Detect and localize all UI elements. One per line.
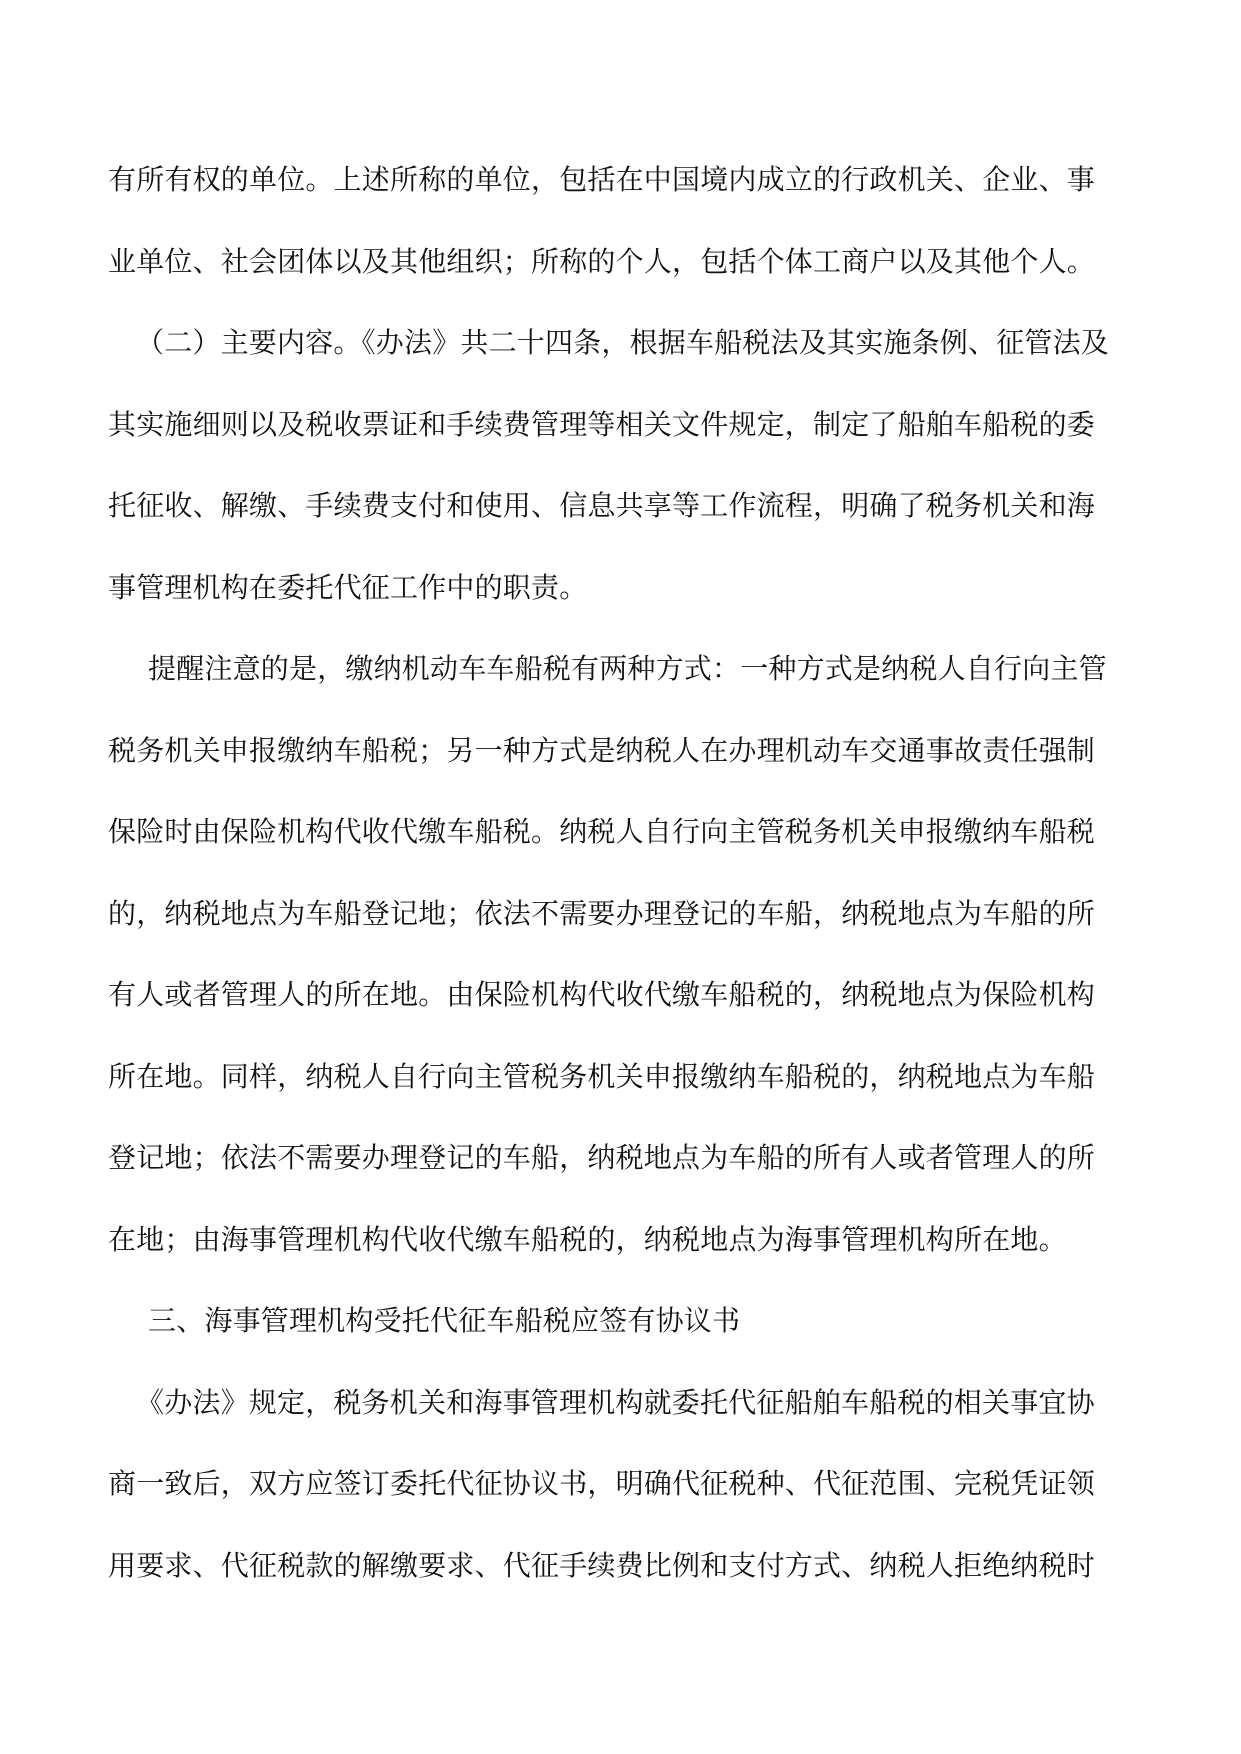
body-line: 用要求、代征税款的解缴要求、代征手续费比例和支付方式、纳税人拒绝纳税时 [108, 1548, 1096, 1582]
body-line: 事管理机构在委托代征工作中的职责。 [108, 570, 588, 604]
body-line: 在地；由海事管理机构代收代缴车船税的，纳税地点为海事管理机构所在地。 [108, 1222, 1067, 1256]
body-line: 的，纳税地点为车船登记地；依法不需要办理登记的车船，纳税地点为车船的所 [108, 896, 1096, 930]
section-heading: 三、海事管理机构受托代征车船税应签有协议书 [148, 1304, 741, 1337]
body-line: 有所有权的单位。上述所称的单位，包括在中国境内成立的行政机关、企业、事 [108, 163, 1096, 196]
paragraph-start: 《办法》规定，税务机关和海事管理机构就委托代征船舶车船税的相关事宜协 [136, 1385, 1095, 1419]
body-line: 税务机关申报缴纳车船税；另一种方式是纳税人在办理机动车交通事故责任强制 [108, 733, 1096, 767]
document-body [108, 160, 1138, 1627]
body-line: 托征收、解缴、手续费支付和使用、信息共享等工作流程，明确了税务机关和海 [108, 489, 1096, 522]
body-line: 有人或者管理人的所在地。由保险机构代收代缴车船税的，纳税地点为保险机构 [108, 978, 1096, 1011]
body-line: 所在地。同样，纳税人自行向主管税务机关申报缴纳车船税的，纳税地点为车船 [108, 1059, 1096, 1093]
body-line: 其实施细则以及税收票证和手续费管理等相关文件规定，制定了船舶车船税的委 [108, 407, 1096, 441]
section-paragraph-start: （二）主要内容。《办法》共二十四条，根据车船税法及其实施条例、征管法及 [136, 326, 1110, 359]
body-line: 业单位、社会团体以及其他组织；所称的个人，包括个体工商户以及其他个人。 [108, 244, 1096, 278]
body-line: 商一致后，双方应签订委托代征协议书，明确代征税种、代征范围、完税凭证领 [108, 1467, 1096, 1500]
body-line: 保险时由保险机构代收代缴车船税。纳税人自行向主管税务机关申报缴纳车船税 [108, 815, 1096, 848]
body-line: 登记地；依法不需要办理登记的车船，纳税地点为车船的所有人或者管理人的所 [108, 1141, 1096, 1174]
paragraph-start: 提醒注意的是，缴纳机动车车船税有两种方式：一种方式是纳税人自行向主管 [148, 652, 1107, 685]
